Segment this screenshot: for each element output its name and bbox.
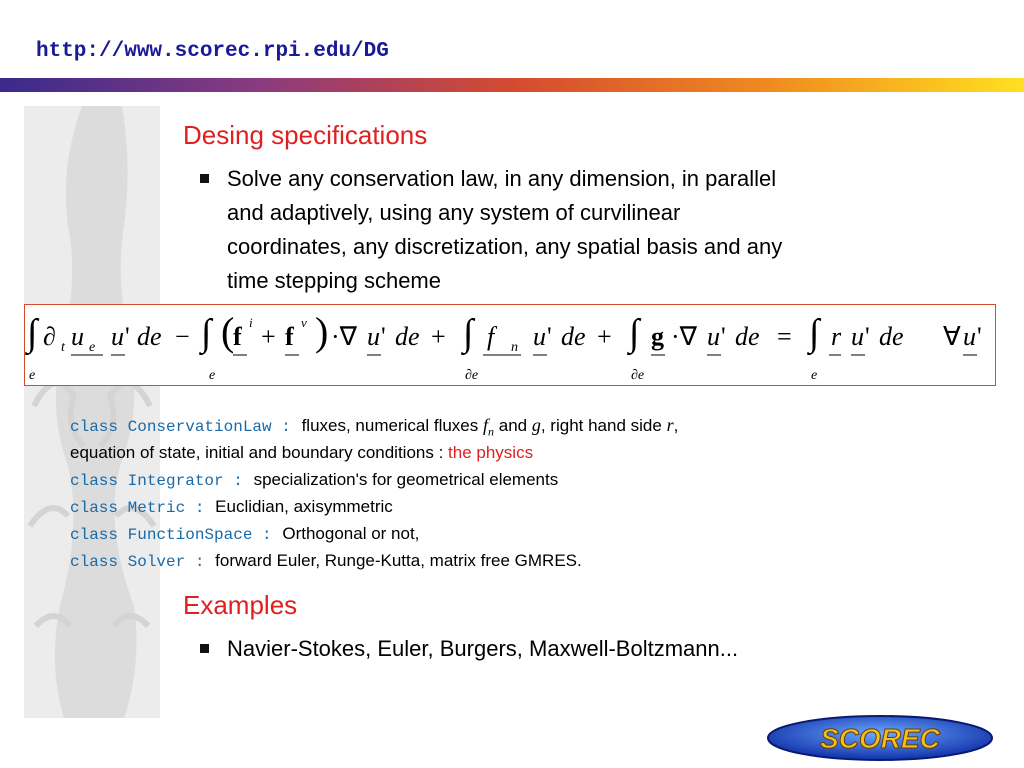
eos-text: equation of state, initial and boundary conditions : xyxy=(70,443,444,462)
svg-text:t: t xyxy=(61,340,65,355)
svg-text:∫: ∫ xyxy=(809,312,820,354)
svg-text:de: de xyxy=(735,322,760,351)
svg-text:·∇: ·∇ xyxy=(331,322,358,351)
svg-text:e: e xyxy=(29,368,36,383)
class-solver-code: class Solver : xyxy=(70,553,205,571)
svg-text:u: u xyxy=(533,322,546,351)
svg-text:de: de xyxy=(395,322,420,351)
bullet-square-icon xyxy=(200,174,209,183)
section-title-design-specifications: Desing specifications xyxy=(183,120,428,150)
class-solver-line xyxy=(70,547,582,576)
svg-text:=: = xyxy=(777,322,792,351)
class-solver-text: forward Euler, Runge-Kutta, matrix free GMRES. xyxy=(215,551,582,570)
svg-text:u: u xyxy=(851,322,864,351)
svg-text:∀: ∀ xyxy=(943,322,961,351)
conservation-law-equation xyxy=(24,304,996,386)
class-metric-line xyxy=(70,493,393,522)
flux-f-symbol: f xyxy=(483,415,489,435)
flux-g-symbol: g xyxy=(531,415,541,435)
svg-text:': ' xyxy=(381,322,386,351)
svg-text:∫: ∫ xyxy=(629,312,640,354)
bullet-square-icon xyxy=(200,644,209,653)
class-functionspace-line xyxy=(70,520,419,549)
svg-text:+: + xyxy=(597,322,612,351)
svg-text:u: u xyxy=(707,322,720,351)
svg-text:n: n xyxy=(511,340,518,355)
svg-text:∂: ∂ xyxy=(43,322,56,351)
svg-text:(: ( xyxy=(221,309,235,354)
class-metric-text: Euclidian, axisymmetric xyxy=(215,497,393,516)
flux-n-subscript: n xyxy=(488,424,495,439)
svg-text:∫: ∫ xyxy=(463,312,474,354)
svg-text:∫: ∫ xyxy=(27,312,38,354)
rhs-text: , right hand side xyxy=(540,416,662,435)
svg-text:': ' xyxy=(721,322,726,351)
svg-text:f: f xyxy=(233,322,242,351)
svg-text:∂e: ∂e xyxy=(631,368,645,383)
svg-text:∂e: ∂e xyxy=(465,368,479,383)
svg-text:de: de xyxy=(561,322,586,351)
svg-text:e: e xyxy=(811,368,818,383)
svg-text:i: i xyxy=(249,315,253,330)
class-functionspace-code: class FunctionSpace : xyxy=(70,526,272,544)
svg-text:de: de xyxy=(137,322,162,351)
svg-text:+: + xyxy=(261,322,276,351)
svg-text:u: u xyxy=(111,322,124,351)
svg-text:+: + xyxy=(431,322,446,351)
svg-text:de: de xyxy=(879,322,904,351)
header-bar-white-band xyxy=(0,92,1024,106)
class-conservationlaw-line-2 xyxy=(70,439,533,466)
svg-text:f: f xyxy=(487,322,495,351)
svg-text:u: u xyxy=(963,322,976,351)
svg-text:): ) xyxy=(315,309,329,354)
class-functionspace-text: Orthogonal or not, xyxy=(282,524,420,543)
svg-text:': ' xyxy=(125,322,130,351)
svg-text:u: u xyxy=(367,322,380,351)
svg-text:u: u xyxy=(71,322,84,351)
rhs-r-symbol: r xyxy=(666,415,674,435)
class-integrator-code: class Integrator : xyxy=(70,472,243,490)
svg-text:g: g xyxy=(651,322,664,351)
section-title-examples: Examples xyxy=(183,590,298,620)
the-physics-label: the physics xyxy=(448,443,534,462)
class-metric-code: class Metric : xyxy=(70,499,205,517)
svg-text:e: e xyxy=(209,368,216,383)
spec-bullet-line-4: time stepping scheme xyxy=(227,268,441,293)
header-url[interactable]: http://www.scorec.rpi.edu/DG xyxy=(36,40,389,63)
svg-text:v: v xyxy=(301,315,307,330)
svg-text:∫: ∫ xyxy=(201,312,212,354)
svg-text:·∇: ·∇ xyxy=(671,322,698,351)
svg-text:': ' xyxy=(977,322,982,351)
scorec-logo xyxy=(766,714,994,762)
spec-bullet-line-3: coordinates, any discretization, any spatial basis and any xyxy=(227,234,783,259)
class-conservationlaw-code: class ConservationLaw : xyxy=(70,418,291,436)
scorec-logo-text: SCOREC xyxy=(820,723,940,754)
svg-text:r: r xyxy=(831,322,842,351)
class-integrator-text: specialization's for geometrical elements xyxy=(253,470,559,489)
and-text: and xyxy=(498,416,528,435)
spec-bullet xyxy=(200,162,980,302)
rhs-comma: , xyxy=(673,416,679,435)
examples-bullet-text: Navier-Stokes, Euler, Burgers, Maxwell-Boltzmann... xyxy=(227,636,739,661)
spec-bullet-line-2: and adaptively, using any system of curvilinear xyxy=(227,200,681,225)
class-integrator-line xyxy=(70,466,558,495)
svg-text:e: e xyxy=(89,340,96,355)
svg-text:': ' xyxy=(865,322,870,351)
svg-text:f: f xyxy=(285,322,294,351)
class-conservationlaw-text: fluxes, numerical fluxes xyxy=(301,416,479,435)
spec-bullet-line-1: Solve any conservation law, in any dimension, in parallel xyxy=(227,166,777,191)
examples-bullet xyxy=(200,632,980,668)
svg-text:−: − xyxy=(175,322,190,351)
svg-text:': ' xyxy=(547,322,552,351)
